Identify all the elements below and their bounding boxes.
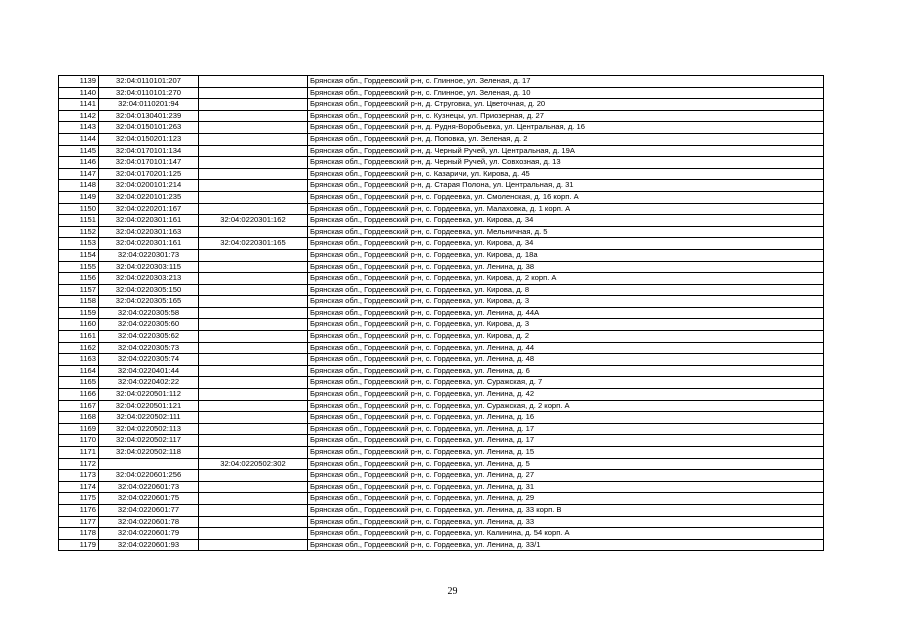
cadastral-number-cell: 32:04:0170101:134 [99, 145, 199, 157]
cadastral-number-cell: 32:04:0220301:161 [99, 215, 199, 227]
registry-table-body [59, 76, 824, 551]
row-number-cell: 1149 [59, 191, 99, 203]
row-number-cell: 1178 [59, 528, 99, 540]
related-cadastral-number-cell [199, 157, 308, 169]
row-number-cell: 1144 [59, 133, 99, 145]
cadastral-number-cell: 32:04:0220502:113 [99, 423, 199, 435]
related-cadastral-number-cell [199, 307, 308, 319]
row-number-cell: 1145 [59, 145, 99, 157]
related-cadastral-number-cell [199, 539, 308, 551]
row-number-cell: 1172 [59, 458, 99, 470]
related-cadastral-number-cell [199, 516, 308, 528]
cadastral-number-cell: 32:04:0150201:123 [99, 133, 199, 145]
related-cadastral-number-cell [199, 481, 308, 493]
related-cadastral-number-cell [199, 423, 308, 435]
address-cell: Брянская обл., Гордеевский р-н, с. Глинное, ул. Зеленая, д. 10 [308, 87, 824, 99]
row-number-cell: 1141 [59, 99, 99, 111]
related-cadastral-number-cell [199, 145, 308, 157]
address-cell: Брянская обл., Гордеевский р-н, с. Гордеевка, ул. Кирова, д. 2 [308, 331, 824, 343]
address-cell: Брянская обл., Гордеевский р-н, д. Струговка, ул. Цветочная, д. 20 [308, 99, 824, 111]
property-registry-table [58, 75, 824, 551]
table-row [59, 389, 824, 401]
address-cell: Брянская обл., Гордеевский р-н, с. Гордеевка, ул. Ленина, д. 29 [308, 493, 824, 505]
cadastral-number-cell: 32:04:0220101:235 [99, 191, 199, 203]
row-number-cell: 1169 [59, 423, 99, 435]
address-cell: Брянская обл., Гордеевский р-н, с. Кузнецы, ул. Приозерная, д. 27 [308, 110, 824, 122]
table-row [59, 273, 824, 285]
row-number-cell: 1163 [59, 354, 99, 366]
row-number-cell: 1173 [59, 470, 99, 482]
related-cadastral-number-cell [199, 122, 308, 134]
cadastral-number-cell: 32:04:0220601:77 [99, 504, 199, 516]
table-row [59, 157, 824, 169]
row-number-cell: 1161 [59, 331, 99, 343]
row-number-cell: 1175 [59, 493, 99, 505]
address-cell: Брянская обл., Гордеевский р-н, с. Гордеевка, ул. Ленина, д. 48 [308, 354, 824, 366]
related-cadastral-number-cell [199, 261, 308, 273]
cadastral-number-cell: 32:04:0220401:44 [99, 365, 199, 377]
related-cadastral-number-cell [199, 354, 308, 366]
row-number-cell: 1179 [59, 539, 99, 551]
related-cadastral-number-cell: 32:04:0220301:162 [199, 215, 308, 227]
related-cadastral-number-cell [199, 470, 308, 482]
related-cadastral-number-cell [199, 377, 308, 389]
row-number-cell: 1142 [59, 110, 99, 122]
row-number-cell: 1152 [59, 226, 99, 238]
related-cadastral-number-cell [199, 412, 308, 424]
related-cadastral-number-cell [199, 76, 308, 88]
row-number-cell: 1165 [59, 377, 99, 389]
address-cell: Брянская обл., Гордеевский р-н, с. Гордеевка, ул. Ленина, д. 17 [308, 435, 824, 447]
table-row [59, 145, 824, 157]
row-number-cell: 1171 [59, 447, 99, 459]
row-number-cell: 1154 [59, 249, 99, 261]
cadastral-number-cell: 32:04:0220303:213 [99, 273, 199, 285]
related-cadastral-number-cell [199, 389, 308, 401]
address-cell: Брянская обл., Гордеевский р-н, с. Гордеевка, ул. Ленина, д. 15 [308, 447, 824, 459]
table-row [59, 447, 824, 459]
cadastral-number-cell: 32:04:0130401:239 [99, 110, 199, 122]
row-number-cell: 1139 [59, 76, 99, 88]
table-row [59, 99, 824, 111]
related-cadastral-number-cell [199, 319, 308, 331]
row-number-cell: 1147 [59, 168, 99, 180]
table-row [59, 365, 824, 377]
related-cadastral-number-cell: 32:04:0220301:165 [199, 238, 308, 250]
address-cell: Брянская обл., Гордеевский р-н, с. Гордеевка, ул. Кирова, д. 34 [308, 238, 824, 250]
row-number-cell: 1157 [59, 284, 99, 296]
row-number-cell: 1162 [59, 342, 99, 354]
related-cadastral-number-cell [199, 296, 308, 308]
cadastral-number-cell: 32:04:0220502:117 [99, 435, 199, 447]
address-cell: Брянская обл., Гордеевский р-н, с. Гордеевка, ул. Ленина, д. 31 [308, 481, 824, 493]
row-number-cell: 1156 [59, 273, 99, 285]
row-number-cell: 1166 [59, 389, 99, 401]
row-number-cell: 1148 [59, 180, 99, 192]
related-cadastral-number-cell [199, 342, 308, 354]
address-cell: Брянская обл., Гордеевский р-н, с. Гордеевка, ул. Ленина, д. 16 [308, 412, 824, 424]
cadastral-number-cell: 32:04:0220601:78 [99, 516, 199, 528]
table-row [59, 539, 824, 551]
related-cadastral-number-cell [199, 365, 308, 377]
address-cell: Брянская обл., Гордеевский р-н, д. Черный Ручей, ул. Центральная, д. 19А [308, 145, 824, 157]
related-cadastral-number-cell [199, 168, 308, 180]
address-cell: Брянская обл., Гордеевский р-н, с. Гордеевка, ул. Мельничная, д. 5 [308, 226, 824, 238]
address-cell: Брянская обл., Гордеевский р-н, д. Рудня-Воробьевка, ул. Центральная, д. 16 [308, 122, 824, 134]
row-number-cell: 1151 [59, 215, 99, 227]
row-number-cell: 1143 [59, 122, 99, 134]
table-row [59, 133, 824, 145]
address-cell: Брянская обл., Гордеевский р-н, с. Гордеевка, ул. Суражская, д. 2 корп. А [308, 400, 824, 412]
cadastral-number-cell: 32:04:0220305:73 [99, 342, 199, 354]
cadastral-number-cell: 32:04:0220303:115 [99, 261, 199, 273]
row-number-cell: 1167 [59, 400, 99, 412]
related-cadastral-number-cell [199, 493, 308, 505]
address-cell: Брянская обл., Гордеевский р-н, с. Гордеевка, ул. Суражская, д. 7 [308, 377, 824, 389]
page-number: 29 [447, 586, 458, 597]
address-cell: Брянская обл., Гордеевский р-н, с. Гордеевка, ул. Ленина, д. 33/1 [308, 539, 824, 551]
table-row [59, 377, 824, 389]
cadastral-number-cell: 32:04:0220501:121 [99, 400, 199, 412]
cadastral-number-cell: 32:04:0110101:207 [99, 76, 199, 88]
table-row [59, 504, 824, 516]
address-cell: Брянская обл., Гордеевский р-н, с. Гордеевка, ул. Калинина, д. 54 корп. А [308, 528, 824, 540]
table-row [59, 249, 824, 261]
cadastral-number-cell: 32:04:0220601:73 [99, 481, 199, 493]
table-row [59, 412, 824, 424]
cadastral-number-cell: 32:04:0200101:214 [99, 180, 199, 192]
address-cell: Брянская обл., Гордеевский р-н, с. Гордеевка, ул. Кирова, д. 18а [308, 249, 824, 261]
table-row [59, 191, 824, 203]
cadastral-number-cell: 32:04:0220402:22 [99, 377, 199, 389]
address-cell: Брянская обл., Гордеевский р-н, с. Гордеевка, ул. Ленина, д. 42 [308, 389, 824, 401]
row-number-cell: 1159 [59, 307, 99, 319]
address-cell: Брянская обл., Гордеевский р-н, с. Гордеевка, ул. Малаховка, д. 1 корп. А [308, 203, 824, 215]
related-cadastral-number-cell [199, 87, 308, 99]
related-cadastral-number-cell [199, 447, 308, 459]
address-cell: Брянская обл., Гордеевский р-н, с. Глинное, ул. Зеленая, д. 17 [308, 76, 824, 88]
cadastral-number-cell: 32:04:0220301:161 [99, 238, 199, 250]
table-row [59, 203, 824, 215]
table-row [59, 76, 824, 88]
related-cadastral-number-cell [199, 284, 308, 296]
cadastral-number-cell: 32:04:0220305:165 [99, 296, 199, 308]
cadastral-number-cell: 32:04:0220601:79 [99, 528, 199, 540]
table-row [59, 458, 824, 470]
table-row [59, 528, 824, 540]
related-cadastral-number-cell [199, 203, 308, 215]
address-cell: Брянская обл., Гордеевский р-н, с. Гордеевка, ул. Кирова, д. 3 [308, 319, 824, 331]
cadastral-number-cell: 32:04:0220601:75 [99, 493, 199, 505]
table-row [59, 342, 824, 354]
address-cell: Брянская обл., Гордеевский р-н, с. Гордеевка, ул. Кирова, д. 34 [308, 215, 824, 227]
cadastral-number-cell: 32:04:0220305:74 [99, 354, 199, 366]
cadastral-number-cell: 32:04:0220305:60 [99, 319, 199, 331]
cadastral-number-cell: 32:04:0220502:111 [99, 412, 199, 424]
row-number-cell: 1168 [59, 412, 99, 424]
row-number-cell: 1160 [59, 319, 99, 331]
address-cell: Брянская обл., Гордеевский р-н, с. Гордеевка, ул. Ленина, д. 33 корп. В [308, 504, 824, 516]
table-row [59, 331, 824, 343]
table-row [59, 180, 824, 192]
address-cell: Брянская обл., Гордеевский р-н, с. Гордеевка, ул. Кирова, д. 8 [308, 284, 824, 296]
table-row [59, 168, 824, 180]
address-cell: Брянская обл., Гордеевский р-н, д. Поповка, ул. Зеленая, д. 2 [308, 133, 824, 145]
table-row [59, 319, 824, 331]
related-cadastral-number-cell [199, 273, 308, 285]
table-row [59, 307, 824, 319]
cadastral-number-cell: 32:04:0220601:256 [99, 470, 199, 482]
table-row [59, 284, 824, 296]
cadastral-number-cell: 32:04:0110101:270 [99, 87, 199, 99]
related-cadastral-number-cell [199, 191, 308, 203]
address-cell: Брянская обл., Гордеевский р-н, с. Гордеевка, ул. Смоленская, д. 16 корп. А [308, 191, 824, 203]
address-cell: Брянская обл., Гордеевский р-н, д. Черный Ручей, ул. Совхозная, д. 13 [308, 157, 824, 169]
cadastral-number-cell: 32:04:0150101:263 [99, 122, 199, 134]
row-number-cell: 1174 [59, 481, 99, 493]
table-row [59, 493, 824, 505]
row-number-cell: 1146 [59, 157, 99, 169]
table-row [59, 470, 824, 482]
address-cell: Брянская обл., Гордеевский р-н, с. Гордеевка, ул. Ленина, д. 5 [308, 458, 824, 470]
address-cell: Брянская обл., Гордеевский р-н, д. Старая Полона, ул. Центральная, д. 31 [308, 180, 824, 192]
cadastral-number-cell: 32:04:0220305:58 [99, 307, 199, 319]
related-cadastral-number-cell [199, 226, 308, 238]
related-cadastral-number-cell [199, 99, 308, 111]
related-cadastral-number-cell [199, 249, 308, 261]
cadastral-number-cell: 32:04:0220305:150 [99, 284, 199, 296]
cadastral-number-cell: 32:04:0220301:163 [99, 226, 199, 238]
table-row [59, 435, 824, 447]
row-number-cell: 1158 [59, 296, 99, 308]
table-row [59, 238, 824, 250]
cadastral-number-cell: 32:04:0220301:73 [99, 249, 199, 261]
table-row [59, 226, 824, 238]
table-row [59, 122, 824, 134]
row-number-cell: 1170 [59, 435, 99, 447]
address-cell: Брянская обл., Гордеевский р-н, с. Гордеевка, ул. Ленина, д. 17 [308, 423, 824, 435]
row-number-cell: 1153 [59, 238, 99, 250]
cadastral-number-cell: 32:04:0170201:125 [99, 168, 199, 180]
table-row [59, 423, 824, 435]
table-row [59, 296, 824, 308]
address-cell: Брянская обл., Гордеевский р-н, с. Гордеевка, ул. Кирова, д. 2 корп. А [308, 273, 824, 285]
related-cadastral-number-cell [199, 110, 308, 122]
cadastral-number-cell: 32:04:0220501:112 [99, 389, 199, 401]
related-cadastral-number-cell [199, 133, 308, 145]
table-row [59, 215, 824, 227]
table-row [59, 400, 824, 412]
row-number-cell: 1150 [59, 203, 99, 215]
address-cell: Брянская обл., Гордеевский р-н, с. Гордеевка, ул. Кирова, д. 3 [308, 296, 824, 308]
row-number-cell: 1177 [59, 516, 99, 528]
cadastral-number-cell [99, 458, 199, 470]
row-number-cell: 1155 [59, 261, 99, 273]
cadastral-number-cell: 32:04:0220305:62 [99, 331, 199, 343]
cadastral-number-cell: 32:04:0220502:118 [99, 447, 199, 459]
table-row [59, 261, 824, 273]
table-row [59, 110, 824, 122]
address-cell: Брянская обл., Гордеевский р-н, с. Гордеевка, ул. Ленина, д. 33 [308, 516, 824, 528]
cadastral-number-cell: 32:04:0110201:94 [99, 99, 199, 111]
address-cell: Брянская обл., Гордеевский р-н, с. Гордеевка, ул. Ленина, д. 38 [308, 261, 824, 273]
address-cell: Брянская обл., Гордеевский р-н, с. Гордеевка, ул. Ленина, д. 6 [308, 365, 824, 377]
table-row [59, 354, 824, 366]
table-row [59, 481, 824, 493]
related-cadastral-number-cell [199, 435, 308, 447]
related-cadastral-number-cell: 32:04:0220502:302 [199, 458, 308, 470]
table-row [59, 87, 824, 99]
cadastral-number-cell: 32:04:0220601:93 [99, 539, 199, 551]
related-cadastral-number-cell [199, 180, 308, 192]
related-cadastral-number-cell [199, 400, 308, 412]
address-cell: Брянская обл., Гордеевский р-н, с. Казаричи, ул. Кирова, д. 45 [308, 168, 824, 180]
related-cadastral-number-cell [199, 528, 308, 540]
row-number-cell: 1164 [59, 365, 99, 377]
address-cell: Брянская обл., Гордеевский р-н, с. Гордеевка, ул. Ленина, д. 27 [308, 470, 824, 482]
related-cadastral-number-cell [199, 504, 308, 516]
cadastral-number-cell: 32:04:0220201:167 [99, 203, 199, 215]
related-cadastral-number-cell [199, 331, 308, 343]
address-cell: Брянская обл., Гордеевский р-н, с. Гордеевка, ул. Ленина, д. 44А [308, 307, 824, 319]
row-number-cell: 1140 [59, 87, 99, 99]
address-cell: Брянская обл., Гордеевский р-н, с. Гордеевка, ул. Ленина, д. 44 [308, 342, 824, 354]
cadastral-number-cell: 32:04:0170101:147 [99, 157, 199, 169]
table-row [59, 516, 824, 528]
row-number-cell: 1176 [59, 504, 99, 516]
